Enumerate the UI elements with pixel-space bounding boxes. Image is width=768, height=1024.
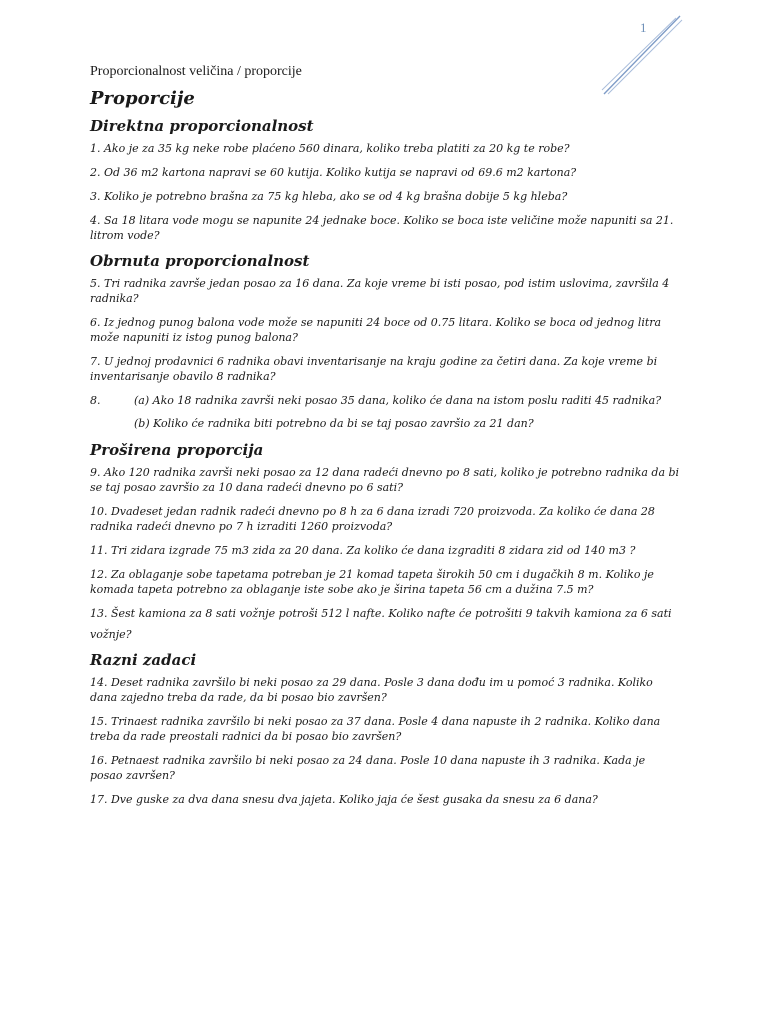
problem-1: 1. Ako je za 35 kg neke robe plaćeno 560 dinara, koliko treba platiti za 20 kg te robe? [90, 142, 570, 155]
section-heading-extended: Proširena proporcija [90, 441, 264, 459]
problem-6: 6. Iz jednog punog balona vode može se napuniti 24 boce od 0.75 litara. Koliko se boca od jednog litra može napuniti iz istog punog balona? [90, 316, 662, 344]
problem-3: 3. Koliko je potrebno brašna za 75 kg hleba, ako se od 4 kg brašna dobije 5 kg hleba? [90, 190, 568, 203]
problem-13-line-2: vožnje? [90, 628, 132, 641]
problem-7: 7. U jednoj prodavnici 6 radnika obavi inventarisanje na kraju godine za četiri dana. Za koje vreme bi inventarisanje obavilo 8 radnika? [90, 355, 658, 383]
problem-8b: (b) Koliko će radnika biti potrebno da bi se taj posao završio za 21 dan? [134, 417, 534, 430]
problem-16: 16. Petnaest radnika završilo bi neki posao za 24 dana. Posle 10 dana napuste ih 3 radnika. Kada je posao završen? [90, 754, 646, 782]
problem-15: 15. Trinaest radnika završilo bi neki posao za 37 dana. Posle 4 dana napuste ih 2 radnika. Koliko dana treba da rade preostali radnici da bi posao bio završen? [90, 715, 661, 743]
section-heading-various: Razni zadaci [90, 651, 197, 669]
problem-5: 5. Tri radnika završe jedan posao za 16 dana. Za koje vreme bi isti posao, pod istim uslovima, završila 4 radnika? [90, 277, 670, 305]
problem-17: 17. Dve guske za dva dana snesu dva jajeta. Koliko jaja će šest gusaka da snesu za 6 dana? [90, 793, 598, 806]
document-title: Proporcionalnost veličina / proporcije [90, 64, 302, 79]
page-number: 1 [640, 20, 647, 35]
problem-10: 10. Dvadeset jedan radnik radeći dnevno po 8 h za 6 dana izradi 720 proizvoda. Za koliko će dana 28 radnika radeći dnevno po 7 h izraditi 1260 proizvoda? [90, 505, 655, 533]
problem-8-number: 8. [90, 394, 101, 407]
problem-13-line-1: 13. Šest kamiona za 8 sati vožnje potroši 512 l nafte. Koliko nafte će potrošiti 9 takvih kamiona za 6 sati [90, 607, 672, 620]
problem-11: 11. Tri zidara izgrade 75 m3 zida za 20 dana. Za koliko će dana izgraditi 8 zidara zid od 140 m3 ? [90, 544, 636, 557]
section-heading-inverse: Obrnuta proporcionalnost [90, 252, 310, 270]
problem-12: 12. Za oblaganje sobe tapetama potreban je 21 komad tapeta širokih 50 cm i dugačkih 8 m. Koliko je komada tapeta potrebno za oblaganje iste sobe ako je širina tapeta 56 cm a dužina 7.5 m? [90, 568, 654, 596]
problem-14: 14. Deset radnika završilo bi neki posao za 29 dana. Posle 3 dana dođu im u pomoć 3 radnika. Koliko dana zajedno treba da rade, da bi posao bio završen? [90, 676, 653, 704]
problem-4: 4. Sa 18 litara vode mogu se napunite 24 jednake boce. Koliko se boca iste veličine može napuniti sa 21. litrom vode? [90, 214, 674, 242]
main-heading: Proporcije [90, 88, 195, 109]
problem-9: 9. Ako 120 radnika završi neki posao za 12 dana radeći dnevno po 8 sati, koliko je potrebno radnika da bi se taj posao završio za 10 dana radeći dnevno po 6 sati? [90, 466, 680, 494]
document-body [90, 64, 680, 816]
problem-8 [90, 393, 680, 408]
problem-2: 2. Od 36 m2 kartona napravi se 60 kutija. Koliko kutija se napravi od 69.6 m2 kartona? [90, 166, 577, 179]
problem-8a: (a) Ako 18 radnika završi neki posao 35 dana, koliko će dana na istom poslu raditi 45 radnika? [134, 394, 662, 407]
section-heading-direct: Direktna proporcionalnost [90, 117, 314, 135]
